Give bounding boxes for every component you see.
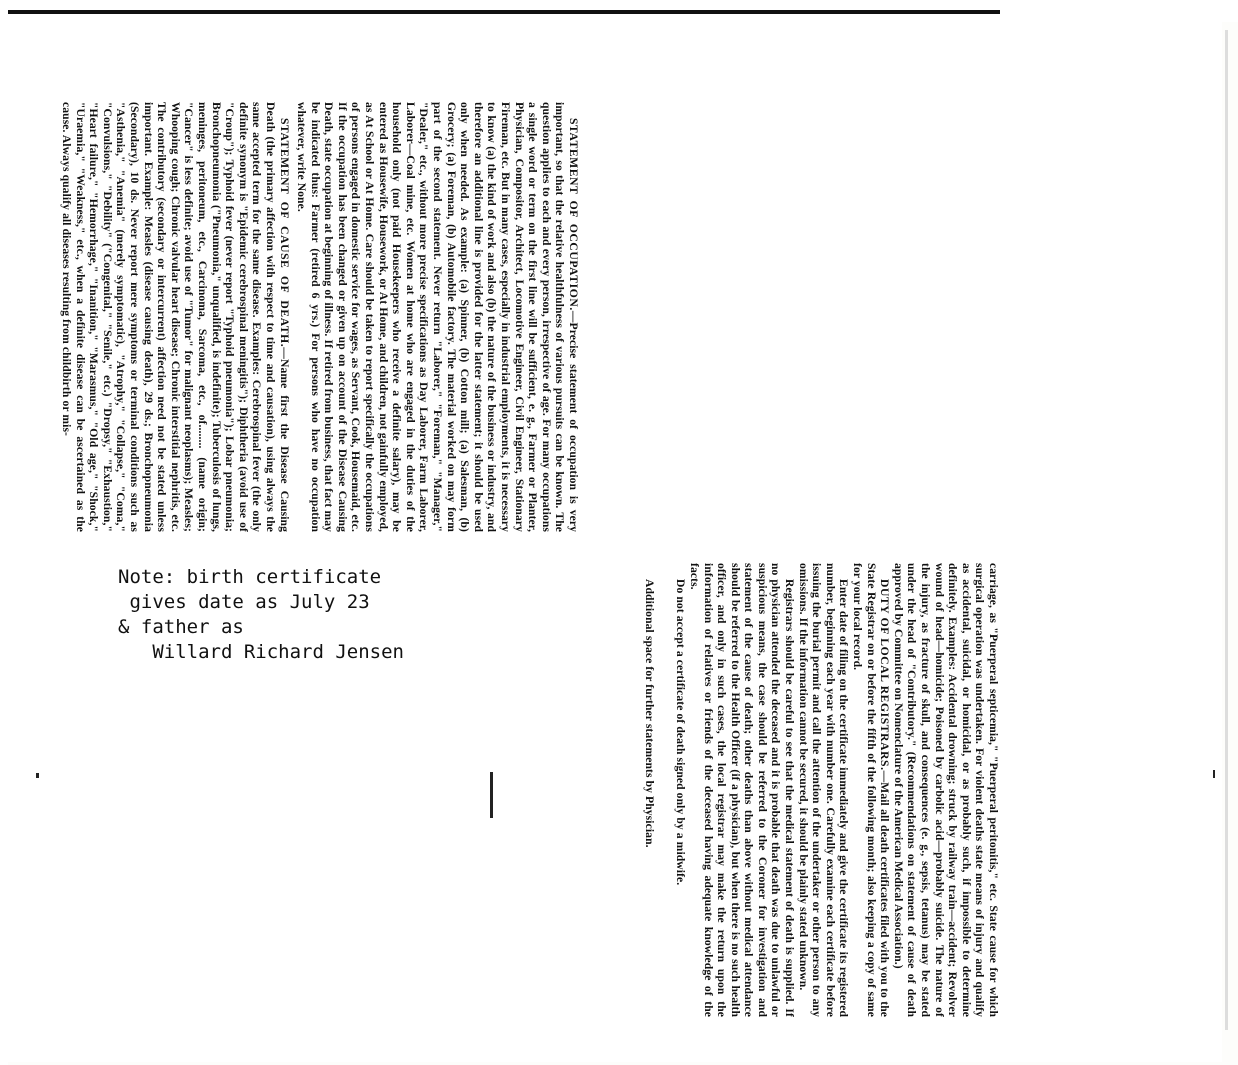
registrar-text: —Mail all death certificates filed with you to the State Registrar on or before the fifth of the following month; also keeping a copy of same for your local record. [851,563,892,1017]
cause-paragraph [59,102,290,532]
note-line-2: gives date as July 23 [118,591,370,613]
occupation-heading: STATEMENT OF OCCUPATION. [567,118,580,311]
registrar-paragraph-2: Enter date of filing on the certificate immediately and give the certificate its registered number, beginning each year with number one. Carefully examine each certificate before issuing the burial permit and call the attention of the undertaker or other person to any omissions. If the information cannot be secured, it should be plainly stated unknown. [796,563,851,1017]
note-line-4: Willard Richard Jensen [118,641,404,663]
left-edge [0,0,8,1065]
typed-note [118,565,404,665]
separator-dash [490,772,493,818]
footer-physician-space: Additional space for further statements by Physician. [642,579,656,848]
cause-heading: STATEMENT OF CAUSE OF DEATH. [277,118,291,348]
occupation-and-cause-column [59,102,580,532]
occupation-text: —Precise statement of occupation is very important, so that the relative healthfulness of various pursuits can be known. The question applies to each and every person, irrespective of age. For many occupations a single word or term on the first line will be sufficient, e. g., Farmer or Planter, Physician, Compositor, Architect, Locomotive Engineer, Civil Engineer, Stationary Fireman, etc. But in many cases, especially in industrial employments, it is necessary to know (a) the kind of work and also (b) the nature of the business or industry, and therefore an additional line is provided for the latter statement; it should be used only when needed. As example: (a) Spinner, (b) Cotton mill; (a) Salesman, (b) Grocery; (a) Foreman, (b) Automobile factory. The material worked on may form part of the second statement. Never return "Laborer," "Foreman," "Manager," "Dealer," etc., without more precise specifications as Day Laborer, Farm Laborer, Laborer—Coal mine, etc. Women at home who are engaged in the duties of the household only (not paid Housekeepers who receive a definite salary), may be entered as Housewife, Housework, or At Home, and children, not gainfully employed, as At School or At Home. Care should be taken to report specifically the occupations of persons engaged in domestic service for wages, as Servant, Cook, Housemaid, etc. If the occupation has been changed or given up on account of the Disease Causing Death, state occupation at beginning of illness. If retired from business, that fact may be indicated thus: Farmer (retired 6 yrs.) For persons who have no occupation whatever, write None. [295,102,580,532]
top-rule [0,10,1000,14]
cause-continued: carriage, as "Puerperal septicemia," "Puerperal peritonitis," etc. State cause for which surgical operation was undertaken. For violent deaths state means of injury and qualify as accidental, suicidal, or homicidal, or as probably such, if impossible to determine definitely. Examples: Accidental drowning; struck by railway train—accident; Revolver wound of head—homicide; Poisoned by carbolic acid—probably suicide. The nature of the injury, as fracture of skull, and consequences (e. g., sepsis, tetanus) may be stated under the head of "Contributory." (Recommendations on statement of cause of death approved by Committee on Nomenclature of the American Medical Association.) [891,563,1000,1017]
note-line-1: Note: birth certificate [118,566,382,588]
registrar-paragraph-4: Do not accept a certificate of death signed only by a midwife. [674,579,688,886]
occupation-paragraph [295,102,580,532]
note-line-3: & father as [118,616,244,638]
registrar-column [642,563,1000,1017]
cause-text: —Name first the Disease Causing Death (the primary affection with respect to time and causation), using always the same accepted term for the same disease. Examples: Cerebrospinal fever (the only definite synonym is "Epidemic cerebrospinal meningitis"); Diphtheria (avoid use of "Croup"); Typhoid fever (never report "Typhoid pneumonia"); Lobar pneumonia; Bronchopneumonia ("Pneumonia," unqualified, is indefinite); Tuberculosis of lungs, meninges, peritoneum, etc., Carcinoma, Sarcoma, etc., of........ (name origin; "Cancer" is less definite; avoid use of "Tumor" for malignant neoplasms); Measles; Whooping cough; Chronic valvular heart disease; Chronic interstitial nephritis, etc. The contributory (secondary or intercurrent) affection need not be stated unless important. Example: Measles (disease causing death), 29 ds.; Bronchopneumonia (Secondary), 10 ds. Never report mere symptoms or terminal conditions such as "Asthenia," "Anemia" (merely symptomatic), "Atrophy," "Collapse," "Coma," "Convulsions," "Debility" ("Congenital," "Senile," etc.) "Dropsy," "Exhaustion," "Heart failure," "Hemorrhage," "Inanition," "Marasmus," "Old age," "Shock," "Uraemia," "Weakness," etc., when a definite disease can be ascertained as the cause. Always qualify all diseases resulting from childbirth or mis- [60,102,291,532]
scan-speck [1213,770,1215,778]
registrar-paragraph-1 [850,563,891,1017]
registrar-heading: DUTY OF LOCAL REGISTRARS. [878,579,892,771]
scan-speck [36,773,39,778]
registrar-paragraph-3: Registrars should be careful to see that the medical statement of death is supplied. If no physician attended the deceased and it is probable that death was due to unlawful or suspicious means, the case should be referred to the Coroner for investigation and statement of the cause of death; other deaths than above without medical attendance should be referred to the Health Officer (if a physician), but when there is no such health officer, and only in such cases, the local registrar may make the return upon the information of relatives or friends of the deceased having adequate knowledge of the facts. [687,563,797,1017]
right-edge-shadow [1225,30,1228,1030]
